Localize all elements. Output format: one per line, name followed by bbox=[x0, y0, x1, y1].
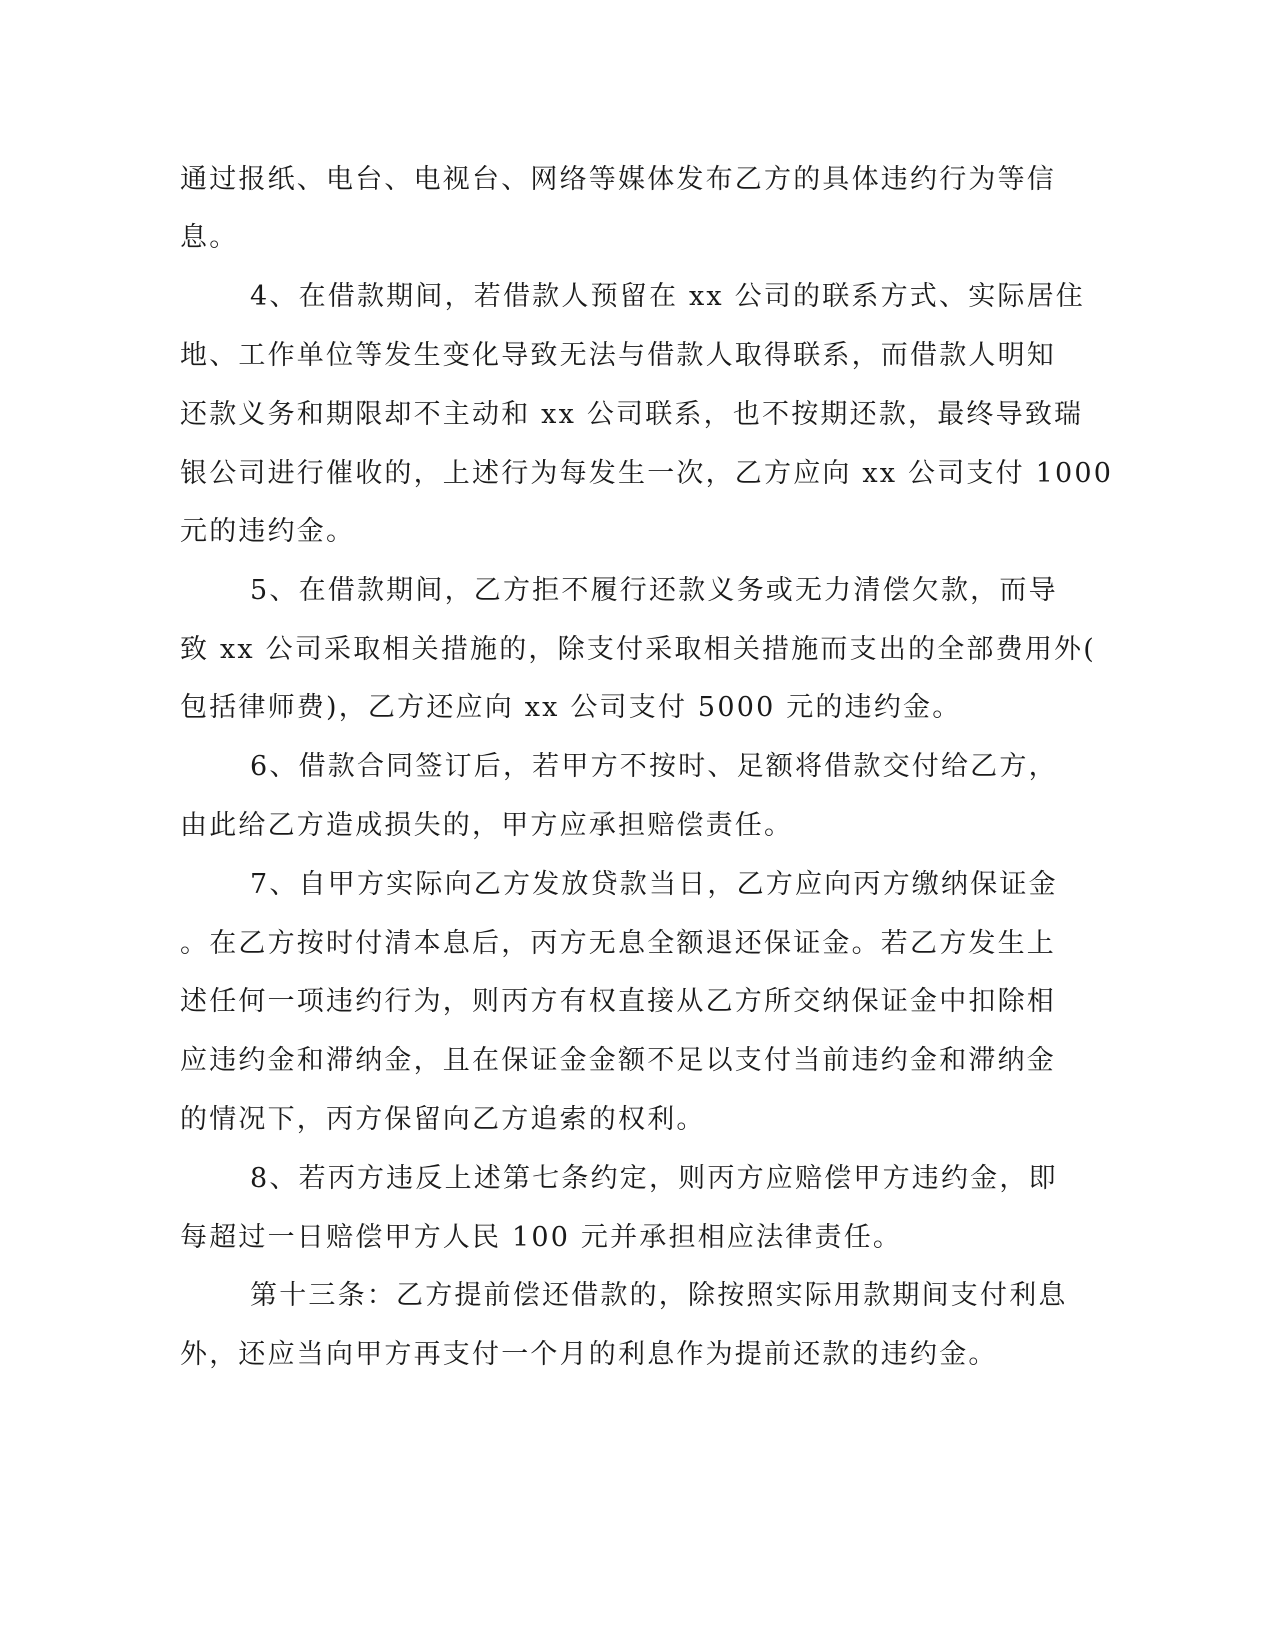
text-line: 由此给乙方造成损失的，甲方应承担赔偿责任。 bbox=[180, 810, 794, 841]
text-line: 的情况下，丙方保留向乙方追索的权利。 bbox=[180, 1104, 706, 1135]
text-line: 地、工作单位等发生变化导致无法与借款人取得联系，而借款人明知 bbox=[180, 340, 1056, 371]
text-line: 。在乙方按时付清本息后，丙方无息全额退还保证金。若乙方发生上 bbox=[180, 928, 1056, 959]
text-line: 应违约金和滞纳金，且在保证金金额不足以支付当前违约金和滞纳金 bbox=[180, 1045, 1056, 1076]
paragraph-6-line: 6、借款合同签订后，若甲方不按时、足额将借款交付给乙方， bbox=[250, 751, 1058, 782]
paragraph-8-line: 8、若丙方违反上述第七条约定，则丙方应赔偿甲方违约金，即 bbox=[250, 1163, 1058, 1194]
text-line: 致 xx 公司采取相关措施的，除支付采取相关措施而支出的全部费用外( bbox=[180, 634, 1096, 665]
text-line: 每超过一日赔偿甲方人民 100 元并承担相应法律责任。 bbox=[180, 1222, 903, 1253]
text-line: 还款义务和期限却不主动和 xx 公司联系，也不按期还款，最终导致瑞 bbox=[180, 399, 1084, 430]
paragraph-4-line: 4、在借款期间，若借款人预留在 xx 公司的联系方式、实际居住 bbox=[250, 281, 1085, 312]
text-line: 银公司进行催收的，上述行为每发生一次，乙方应向 xx 公司支付 1000 bbox=[180, 458, 1114, 489]
text-line: 包括律师费)，乙方还应向 xx 公司支付 5000 元的违约金。 bbox=[180, 692, 962, 723]
text-line: 述任何一项违约行为，则丙方有权直接从乙方所交纳保证金中扣除相 bbox=[180, 986, 1056, 1017]
article-13-line: 第十三条：乙方提前偿还借款的，除按照实际用款期间支付利息 bbox=[250, 1280, 1068, 1311]
text-line: 元的违约金。 bbox=[180, 516, 356, 547]
text-line: 通过报纸、电台、电视台、网络等媒体发布乙方的具体违约行为等信 bbox=[180, 164, 1056, 195]
paragraph-5-line: 5、在借款期间，乙方拒不履行还款义务或无力清偿欠款，而导 bbox=[250, 575, 1058, 606]
paragraph-7-line: 7、自甲方实际向乙方发放贷款当日，乙方应向丙方缴纳保证金 bbox=[250, 869, 1058, 900]
text-line: 外，还应当向甲方再支付一个月的利息作为提前还款的违约金。 bbox=[180, 1339, 998, 1370]
text-line: 息。 bbox=[180, 222, 239, 253]
